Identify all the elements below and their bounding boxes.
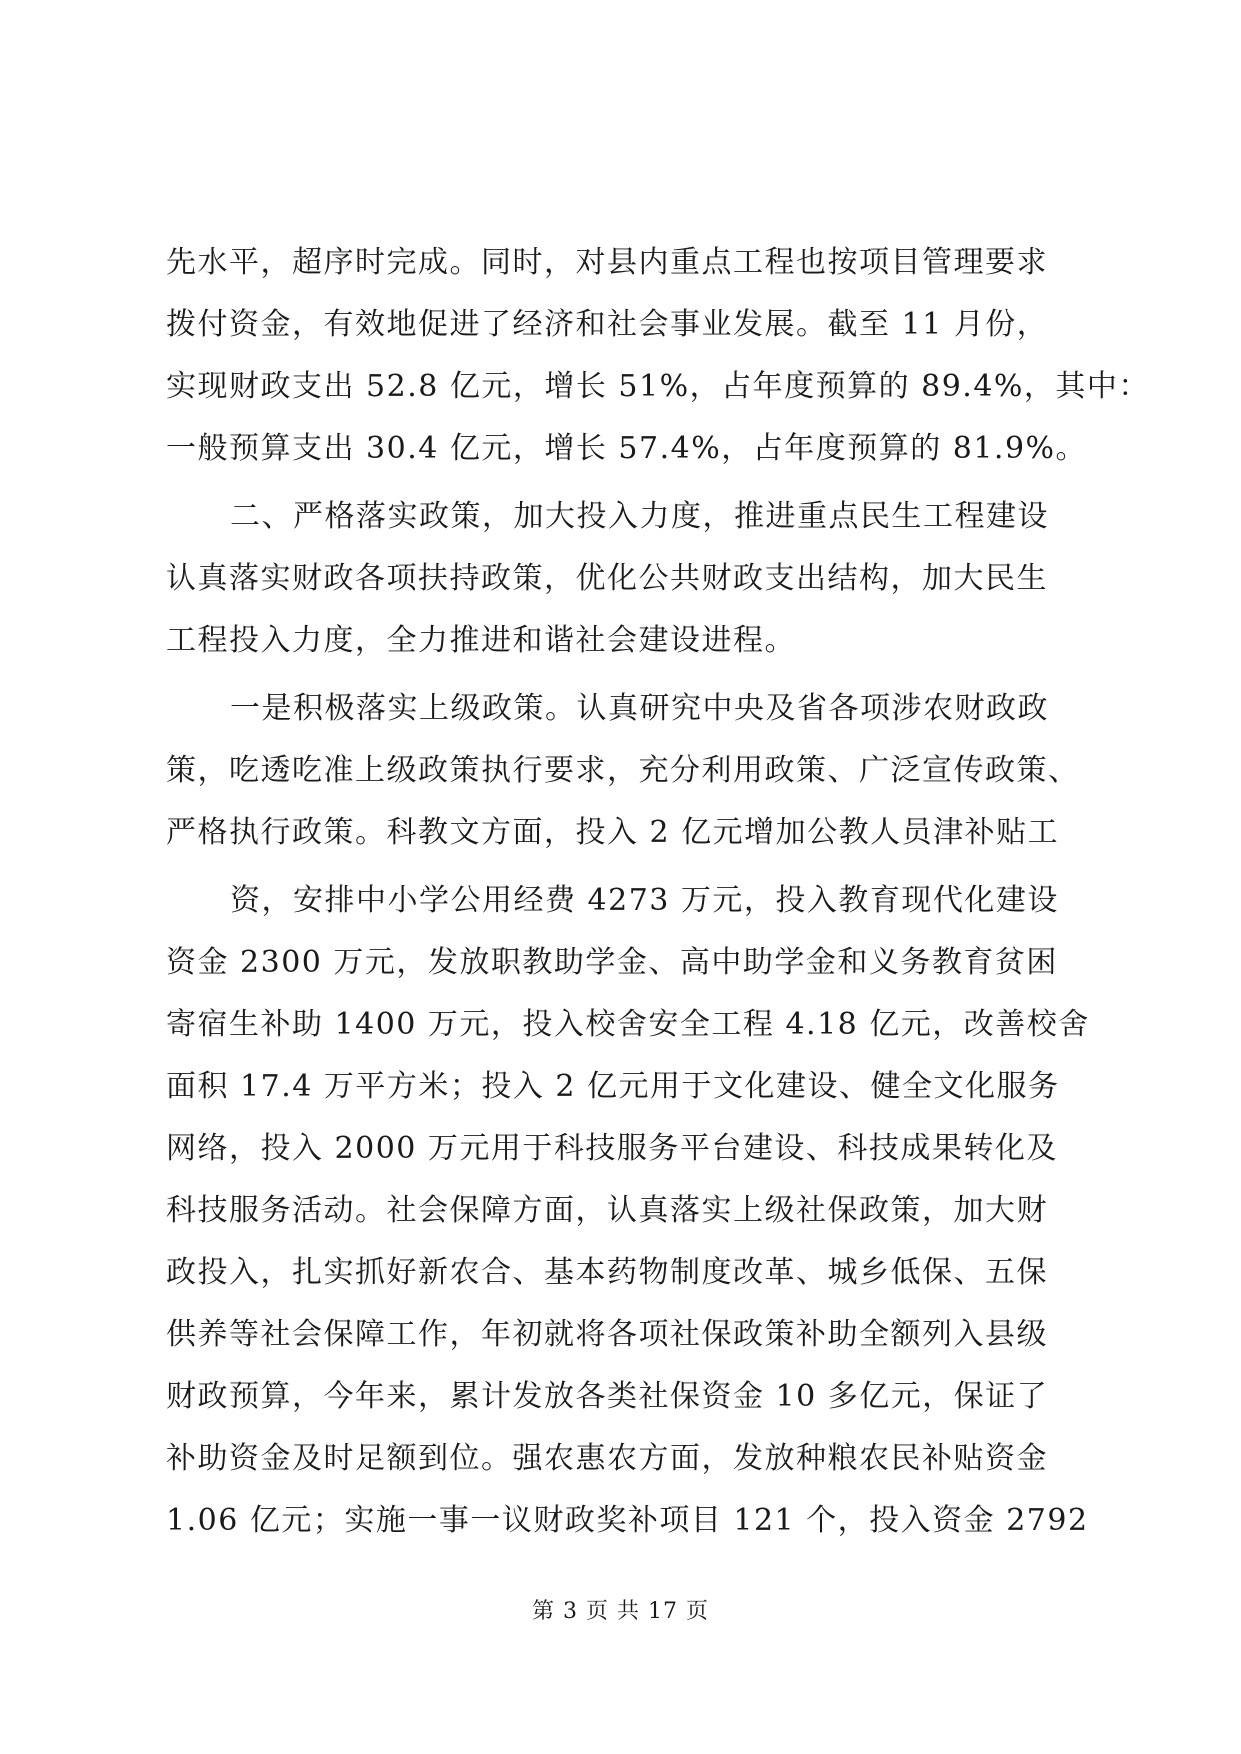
text-line: 认真落实财政各项扶持政策，优化公共财政支出结构，加大民生 bbox=[166, 561, 1048, 596]
text-line: 网络，投入 2000 万元用于科技服务平台建设、科技成果转化及 bbox=[166, 1131, 1058, 1166]
text-line: 严格执行政策。科教文方面，投入 2 亿元增加公教人员津补贴工 bbox=[166, 815, 1060, 850]
text-line: 一是积极落实上级政策。认真研究中央及省各项涉农财政政 bbox=[230, 691, 1049, 726]
page-footer: 第 3 页 共 17 页 bbox=[532, 1599, 709, 1624]
text-line: 一般预算支出 30.4 亿元，增长 57.4%，占年度预算的 81.9%。 bbox=[166, 431, 1088, 466]
text-line: 策，吃透吃准上级政策执行要求，充分利用政策、广泛宣传政策、 bbox=[166, 753, 1080, 788]
text-line: 1.06 亿元；实施一事一议财政奖补项目 121 个，投入资金 2792 bbox=[166, 1503, 1089, 1538]
document-body bbox=[166, 232, 1150, 1552]
text-line: 供养等社会保障工作，年初就将各项社保政策补助全额列入县级 bbox=[166, 1317, 1048, 1352]
text-line: 拨付资金，有效地促进了经济和社会事业发展。截至 11 月份， bbox=[166, 307, 1049, 342]
text-line: 政投入，扎实抓好新农合、基本药物制度改革、城乡低保、五保 bbox=[166, 1255, 1048, 1290]
text-line: 寄宿生补助 1400 万元，投入校舍安全工程 4.18 亿元，改善校舍 bbox=[166, 1007, 1090, 1042]
text-line: 二、严格落实政策，加大投入力度，推进重点民生工程建设 bbox=[230, 499, 1049, 534]
text-line: 资，安排中小学公用经费 4273 万元，投入教育现代化建设 bbox=[230, 883, 1059, 918]
text-line: 财政预算，今年来，累计发放各类社保资金 10 多亿元，保证了 bbox=[166, 1379, 1049, 1414]
text-line: 面积 17.4 万平方米；投入 2 亿元用于文化建设、健全文化服务 bbox=[166, 1069, 1060, 1104]
text-line: 科技服务活动。社会保障方面，认真落实上级社保政策，加大财 bbox=[166, 1193, 1048, 1228]
text-line: 实现财政支出 52.8 亿元，增长 51%，占年度预算的 89.4%，其中： bbox=[166, 369, 1150, 404]
text-line: 先水平，超序时完成。同时，对县内重点工程也按项目管理要求 bbox=[166, 245, 1048, 280]
text-line: 资金 2300 万元，发放职教助学金、高中助学金和义务教育贫困 bbox=[166, 945, 1058, 980]
text-line: 工程投入力度，全力推进和谐社会建设进程。 bbox=[166, 623, 796, 658]
text-line: 补助资金及时足额到位。强农惠农方面，发放种粮农民补贴资金 bbox=[166, 1441, 1048, 1476]
